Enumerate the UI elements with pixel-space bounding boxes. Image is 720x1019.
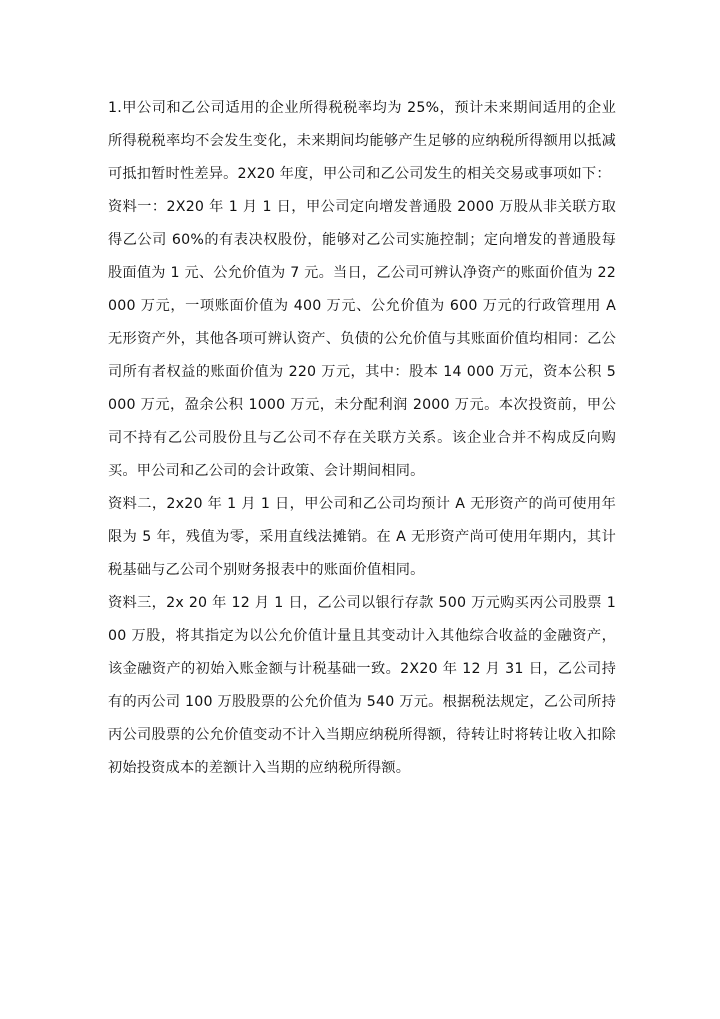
paragraph-material-3: 资料三，2x 20 年 12 月 1 日，乙公司以银行存款 500 万元购买丙公司股票 100 万股，将其指定为以公允价值计量且其变动计入其他综合收益的金融资产，该金融资产的初始入账金额与计税基础一致。2X20 年 12 月 31 日，乙公司持有的丙公司 100 万股股票的公允价值为 540 万元。根据税法规定，乙公司所持丙公司股票的公允价值变动不计入当期应纳税所得额，待转让时将转让收入扣除初始投资成本的差额计入当期的应纳税所得额。 (108, 595, 616, 776)
document-body (108, 92, 616, 785)
paragraph-material-1: 资料一：2X20 年 1 月 1 日，甲公司定向增发普通股 2000 万股从非关联方取得乙公司 60%的有表决权股份，能够对乙公司实施控制；定向增发的普通股每股面值为 1 元、公允价值为 7 元。当日，乙公司可辨认净资产的账面价值为 22000 万元，一项账面价值为 400 万元、公允价值为 600 万元的行政管理用 A 无形资产外，其他各项可辨认资产、负债的公允价值与其账面价值均相同：乙公司所有者权益的账面价值为 220 万元，其中：股本 14 000 万元，资本公积 5000 万元，盈余公积 1000 万元，未分配利润 2000 万元。本次投资前，甲公司不持有乙公司股份且与乙公司不存在关联方关系。该企业合并不构成反向购买。甲公司和乙公司的会计政策、会计期间相同。 (108, 199, 616, 479)
paragraph-material-2: 资料二，2x20 年 1 月 1 日，甲公司和乙公司均预计 A 无形资产的尚可使用年限为 5 年，残值为零，采用直线法摊销。在 A 无形资产尚可使用年期内，其计税基础与乙公司个别财务报表中的账面价值相同。 (108, 496, 616, 578)
paragraph-intro: 1.甲公司和乙公司适用的企业所得税税率均为 25%，预计未来期间适用的企业所得税税率均不会发生变化，未来期间均能够产生足够的应纳税所得额用以抵减可抵扣暂时性差异。2X20 年度，甲公司和乙公司发生的相关交易或事项如下： (108, 100, 616, 182)
